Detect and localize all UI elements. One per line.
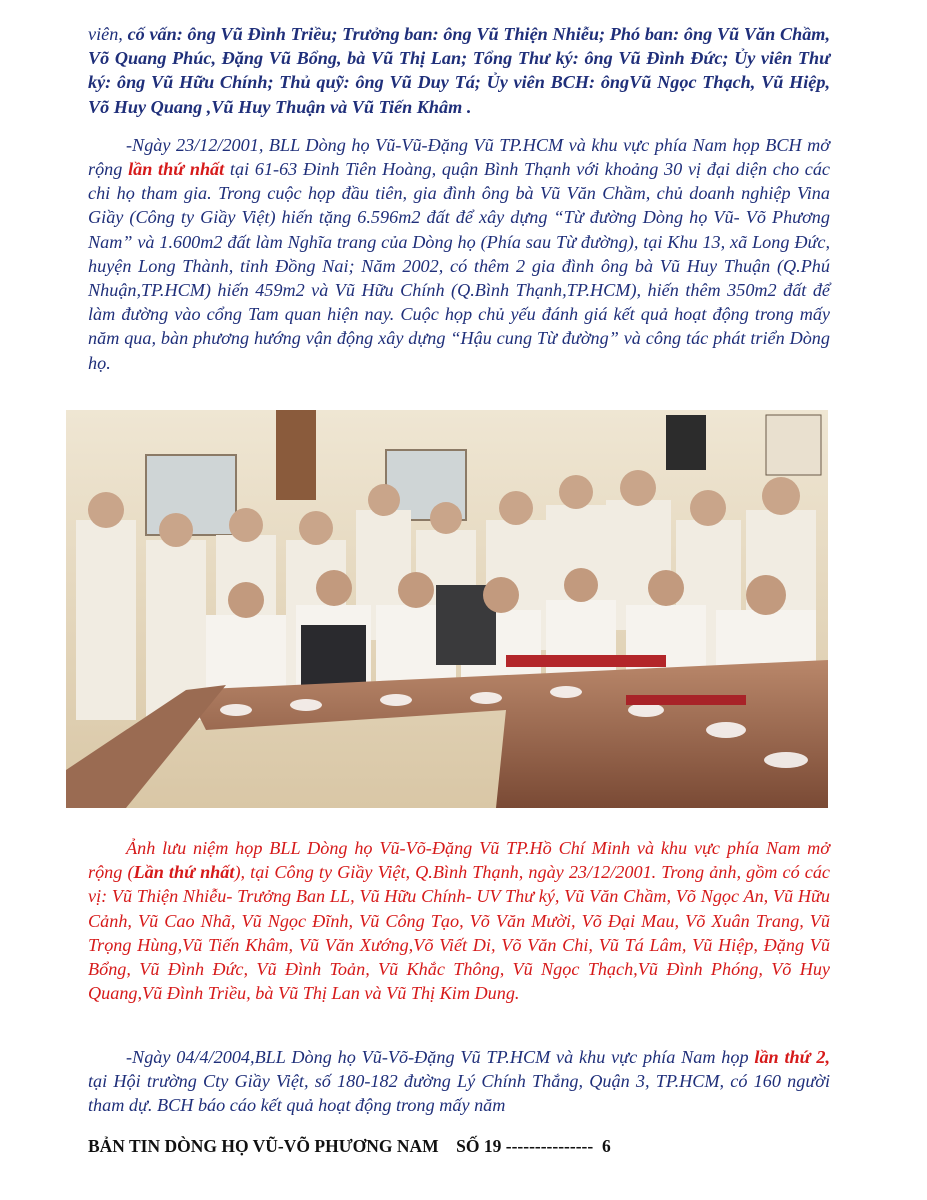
footer-issue: SỐ 19 xyxy=(456,1136,502,1156)
para1-text-a: -Ngày 23/12/2001, BLL Dòng họ Vũ-Vũ-Đặng Vũ TP.HCM và khu vực phía Nam họp BCH mở rộng xyxy=(88,134,830,180)
photo-caption xyxy=(88,836,830,1005)
footer-dashes: --------------- xyxy=(505,1136,594,1156)
paragraph-first-meeting xyxy=(88,133,830,375)
intro-lead: viên, xyxy=(88,24,128,44)
page-footer xyxy=(88,1136,830,1157)
group-photo xyxy=(66,410,828,808)
committee-list xyxy=(88,22,830,119)
footer-title: BẢN TIN DÒNG HỌ VŨ-VÕ PHƯƠNG NAM xyxy=(88,1136,439,1156)
caption-text-a: Ảnh lưu niệm họp BLL Dòng họ Vũ-Võ-Đặng Vũ TP.Hồ Chí Minh và khu vực phía Nam mở rộng ( xyxy=(88,838,830,883)
article-bottom xyxy=(88,1045,830,1118)
caption-bold: Lần thứ nhất xyxy=(133,862,235,883)
article-top xyxy=(88,22,830,375)
para1-text-b: tại 61-63 Đinh Tiên Hoàng, quận Bình Thạnh với khoảng 30 vị đại diện cho các chi họ tham gia. Trong cuộc họp đầu tiên, gia đình ông bà Vũ Văn Chầm, chủ doanh nghiệp Vina Giầy (Công ty Giầy Việt) hiến tặng 6.596m2 đất để xây dựng “Từ đường Dòng họ Vũ- Võ Phương Nam” và 1.600m2 đất làm Nghĩa trang của Dòng họ (Phía sau Từ đường), tại Khu 13, xã Long Đức, huyện Long Thành, tỉnh Đồng Nai; Năm 2002, có thêm 2 gia đình ông bà Vũ Huy Thuận (Q.Phú Nhuận,TP.HCM) hiến 459m2 và Vũ Hữu Chính (Q.Bình Thạnh,TP.HCM), hiến thêm 350m2 đất để làm đường vào cổng Tam quan hiện nay. Cuộc họp chủ yếu đánh giá kết quả hoạt động trong mấy năm qua, bàn phương hướng vận động xây dựng “Hậu cung Từ đường” và công tác phát triển Dòng họ. xyxy=(88,159,830,373)
para1-highlight: lần thứ nhất xyxy=(128,159,225,180)
page-number: 6 xyxy=(601,1136,611,1156)
paragraph-second-meeting xyxy=(88,1045,830,1118)
para2-text-b: tại Hội trường Cty Giầy Việt, số 180-182 đường Lý Chính Thắng, Quận 3, TP.HCM, có 160 người tham dự. BCH báo cáo kết quả hoạt động trong mấy năm xyxy=(88,1071,830,1116)
intro-rest: cố vấn: ông Vũ Đình Triều; Trưởng ban: ông Vũ Thiện Nhiễu; Phó ban: ông Vũ Văn Chầm, Võ Quang Phúc, Đặng Vũ Bổng, bà Vũ Thị Lan; Tổng Thư ký: ông Vũ Đình Đức; Ủy viên Thư ký: ông Vũ Hữu Chính; Thủ quỹ: ông Vũ Duy Tá; Ủy viên BCH: ôngVũ Ngọc Thạch, Vũ Hiệp, Võ Huy Quang ,Vũ Huy Thuận và Vũ Tiến Khâm . xyxy=(88,24,830,117)
caption-text-b: ), tại Công ty Giầy Việt, Q.Bình Thạnh, ngày 23/12/2001. Trong ảnh, gồm có các vị: Vũ Thiện Nhiễu- Trưởng Ban LL, Vũ Hữu Chính- UV Thư ký, Vũ Văn Chầm, Võ Ngọc An, Vũ Hữu Cảnh, Vũ Cao Nhã, Vũ Ngọc Đĩnh, Vũ Công Tạo, Võ Văn Mười, Võ Đại Mau, Võ Xuân Trang, Vũ Trọng Hùng,Vũ Tiến Khâm, Vũ Văn Xướng,Võ Viết Di, Võ Văn Chi, Vũ Tá Lâm, Vũ Hiệp, Đặng Vũ Bổng, Vũ Đình Đức, Vũ Đình Toản, Vũ Khắc Thông, Vũ Ngọc Thạch,Vũ Đình Phóng, Võ Huy Quang,Vũ Đình Triều, bà Vũ Thị Lan và Vũ Thị Kim Dung. xyxy=(88,862,831,1004)
caption-text xyxy=(88,836,830,1005)
para2-highlight: lần thứ 2, xyxy=(754,1047,831,1067)
para2-text-a: -Ngày 04/4/2004,BLL Dòng họ Vũ-Võ-Đặng Vũ TP.HCM và khu vực phía Nam họp xyxy=(126,1047,755,1067)
group-photo-illustration xyxy=(66,410,828,808)
